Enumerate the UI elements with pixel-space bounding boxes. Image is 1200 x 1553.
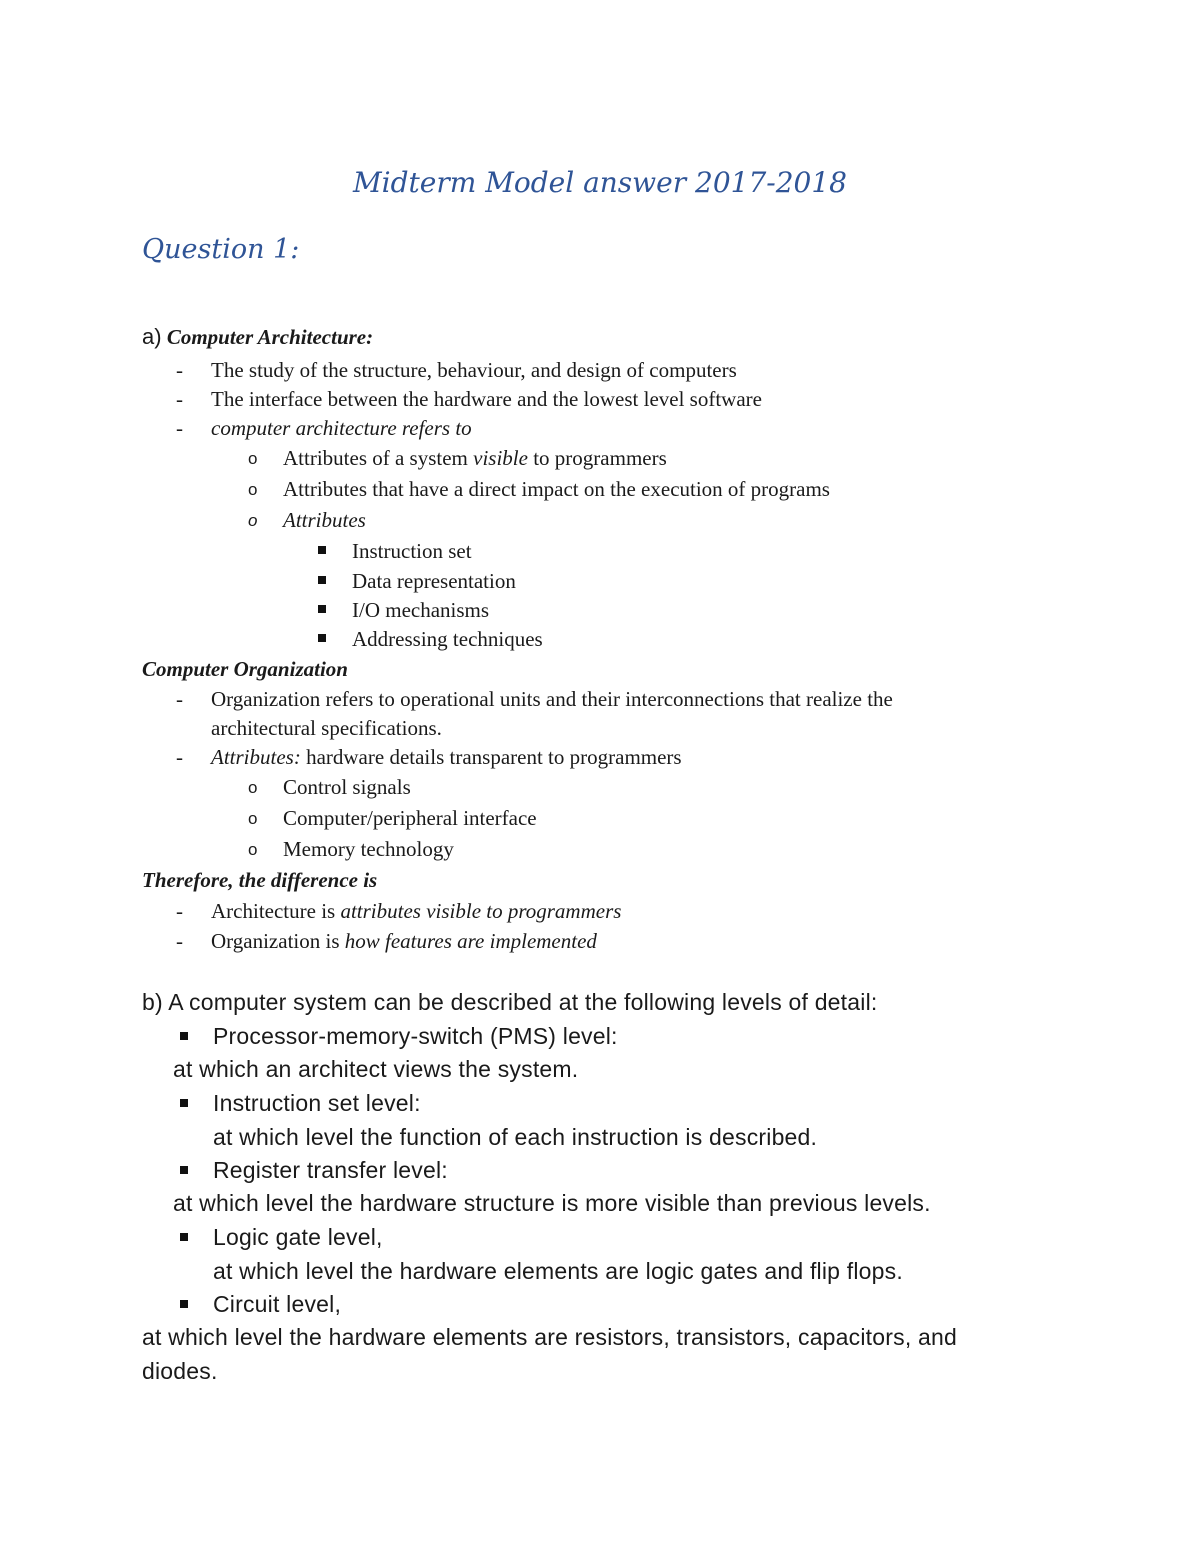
part-a-heading [142, 323, 373, 351]
circle-bullet: o [248, 840, 258, 859]
level-description: at which level the hardware structure is more visible than previous levels. [173, 1190, 931, 1216]
document-title: Midterm Model answer 2017-2018 [353, 166, 847, 199]
arch-item-3: computer architecture refers to [211, 416, 472, 440]
part-a-label: a) [142, 324, 162, 349]
arch-sub-1-em: visible [473, 446, 528, 470]
org-item-1-line-2: architectural specifications. [211, 716, 442, 740]
circle-bullet: o [248, 511, 258, 530]
difference-1-em: attributes visible to programmers [340, 899, 622, 923]
question-heading: Question 1: [142, 234, 300, 265]
org-item-2 [211, 743, 682, 771]
attribute-item: Data representation [352, 569, 516, 593]
arch-sub-1 [283, 444, 667, 472]
square-bullet [180, 1032, 188, 1040]
level-description: at which level the hardware elements are resistors, transistors, capacitors, and [142, 1324, 957, 1350]
architecture-heading: Computer Architecture: [166, 325, 374, 349]
circle-bullet: o [248, 809, 258, 828]
part-b-label: b) [142, 989, 163, 1015]
attribute-item: Instruction set [352, 539, 472, 563]
level-name: Logic gate level, [213, 1224, 383, 1250]
dash-bullet: - [176, 899, 183, 923]
circle-bullet: o [248, 449, 258, 468]
level-name: Processor-memory-switch (PMS) level: [213, 1023, 618, 1049]
dash-bullet: - [176, 745, 183, 769]
dash-bullet: - [176, 687, 183, 711]
square-bullet [180, 1300, 188, 1308]
org-item-2-em: Attributes: [211, 745, 301, 769]
square-bullet [318, 546, 326, 554]
difference-1-pre: Architecture is [211, 899, 341, 923]
square-bullet [180, 1099, 188, 1107]
circle-bullet: o [248, 480, 258, 499]
attribute-item: Addressing techniques [352, 627, 543, 651]
square-bullet [180, 1233, 188, 1241]
org-sub-item: Computer/peripheral interface [283, 806, 537, 830]
arch-item-2: The interface between the hardware and the lowest level software [211, 387, 762, 411]
difference-2-pre: Organization is [211, 929, 345, 953]
square-bullet [318, 605, 326, 613]
part-b-intro-text: A computer system can be described at the following levels of detail: [168, 989, 878, 1015]
circle-bullet: o [248, 778, 258, 797]
difference-item-2 [211, 927, 597, 955]
dash-bullet: - [176, 358, 183, 382]
arch-sub-1-pre: Attributes of a system [283, 446, 474, 470]
level-description: at which level the function of each instruction is described. [213, 1124, 818, 1150]
attribute-item: I/O mechanisms [352, 598, 490, 622]
org-sub-item: Memory technology [283, 837, 454, 861]
square-bullet [318, 576, 326, 584]
difference-2-em: how features are implemented [344, 929, 597, 953]
level-description: at which level the hardware elements are logic gates and flip flops. [213, 1258, 903, 1284]
dash-bullet: - [176, 416, 183, 440]
arch-item-1: The study of the structure, behaviour, and design of computers [211, 358, 737, 382]
dash-bullet: - [176, 387, 183, 411]
part-b-intro [142, 988, 877, 1016]
org-item-2-rest: hardware details transparent to programmers [300, 745, 682, 769]
difference-item-1 [211, 897, 621, 925]
dash-bullet: - [176, 929, 183, 953]
level-description: at which an architect views the system. [173, 1056, 579, 1082]
arch-sub-2: Attributes that have a direct impact on the execution of programs [283, 477, 830, 501]
arch-sub-3: Attributes [283, 508, 366, 532]
level-name: Instruction set level: [213, 1090, 421, 1116]
org-item-1-line-1: Organization refers to operational units and their interconnections that realize the [211, 687, 893, 711]
org-sub-item: Control signals [283, 775, 411, 799]
square-bullet [318, 634, 326, 642]
arch-sub-1-post: to programmers [527, 446, 667, 470]
square-bullet [180, 1166, 188, 1174]
level-description: diodes. [142, 1358, 218, 1384]
organization-heading: Computer Organization [142, 657, 348, 681]
level-name: Circuit level, [213, 1291, 342, 1317]
difference-heading: Therefore, the difference is [142, 868, 378, 892]
level-name: Register transfer level: [213, 1157, 448, 1183]
